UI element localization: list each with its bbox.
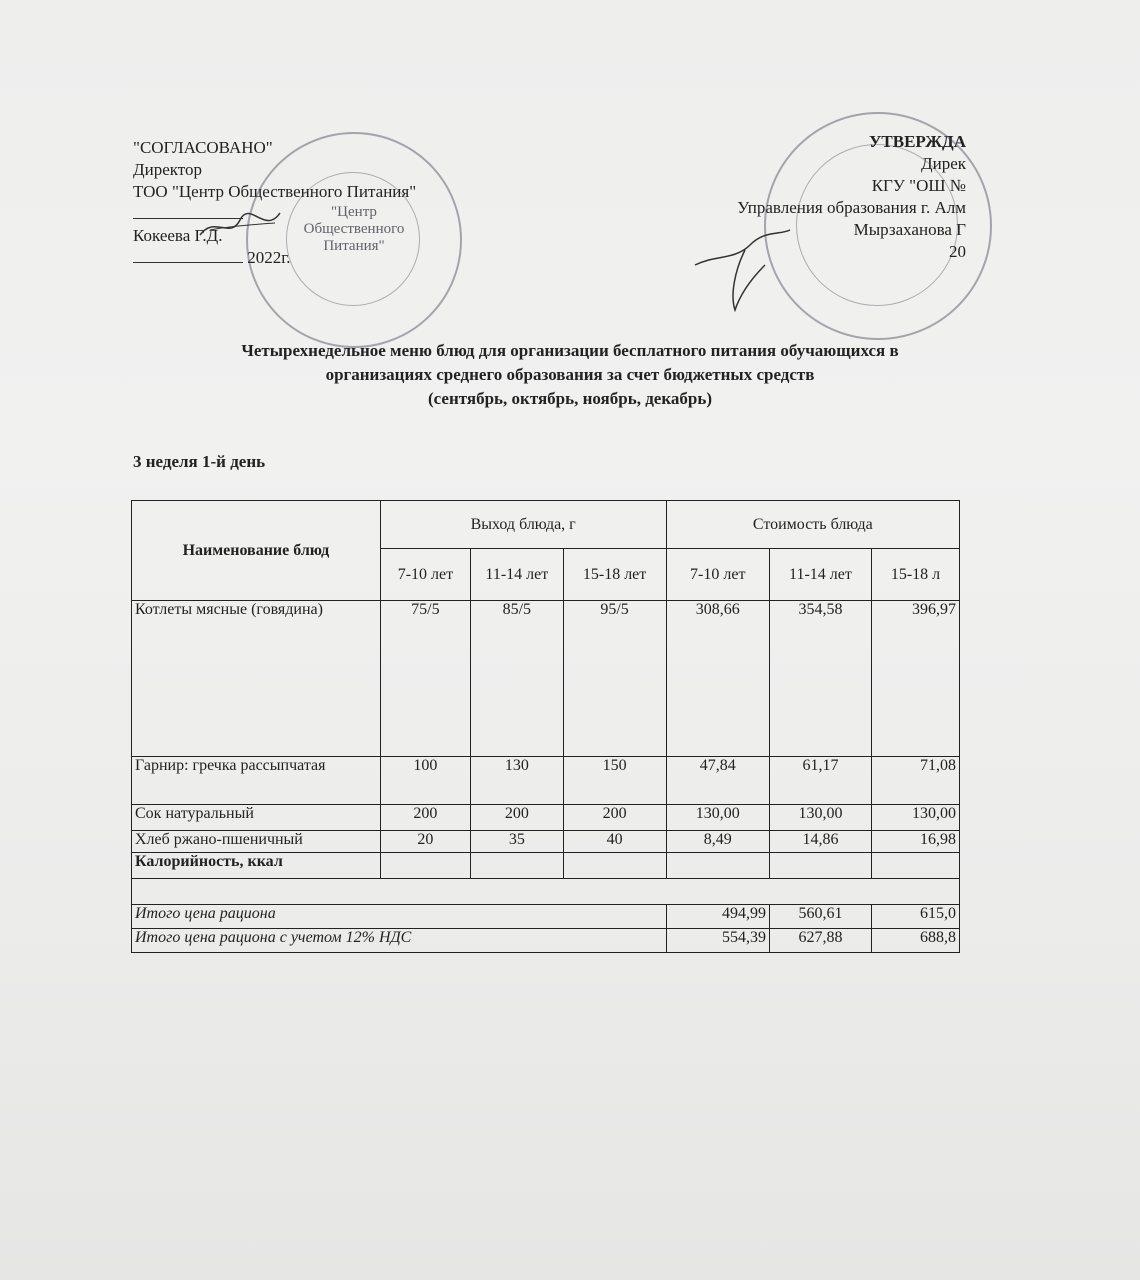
yield-cell: 130 — [471, 757, 564, 805]
signature-left — [195, 205, 285, 245]
yield-cell: 85/5 — [471, 601, 564, 757]
approval-label: "СОГЛАСОВАНО" — [133, 138, 273, 157]
yield-cell: 95/5 — [563, 601, 666, 757]
calories-cell — [563, 853, 666, 879]
calories-cell — [871, 853, 959, 879]
calories-cell — [666, 853, 769, 879]
cost-cell: 354,58 — [769, 601, 871, 757]
cost-cell: 71,08 — [871, 757, 959, 805]
title-line-2: организациях среднего образования за счет бюджетных средств — [325, 365, 815, 384]
calories-label: Калорийность, ккал — [132, 853, 381, 879]
approval-name-right: Мырзаханова Г — [853, 220, 966, 239]
cost-cell: 396,97 — [871, 601, 959, 757]
header-yield: Выход блюда, г — [380, 501, 666, 549]
cost-cell: 308,66 — [666, 601, 769, 757]
dish-name: Гарнир: гречка рассыпчатая — [132, 757, 381, 805]
dish-name: Котлеты мясные (говядина) — [132, 601, 381, 757]
spacer-cell — [132, 879, 960, 905]
calories-cell — [769, 853, 871, 879]
yield-cell: 200 — [563, 805, 666, 831]
total-cell: 494,99 — [666, 905, 769, 929]
dish-name: Сок натуральный — [132, 805, 381, 831]
age-header: 7-10 лет — [666, 549, 769, 601]
header-cost: Стоимость блюда — [666, 501, 959, 549]
approval-dept-right: Управления образования г. Алм — [737, 198, 966, 217]
calories-cell — [380, 853, 470, 879]
total-cell: 560,61 — [769, 905, 871, 929]
approval-position: Директор — [133, 160, 202, 179]
calories-row — [132, 853, 960, 879]
cost-cell: 130,00 — [769, 805, 871, 831]
week-day-label: 3 неделя 1-й день — [133, 452, 266, 471]
calories-cell — [471, 853, 564, 879]
table-row — [132, 757, 960, 805]
document-title — [0, 339, 1140, 411]
menu-table — [131, 500, 960, 953]
yield-cell: 100 — [380, 757, 470, 805]
approval-year: 2022г. — [247, 248, 291, 267]
dish-name: Хлеб ржано-пшеничный — [132, 831, 381, 853]
age-header: 15-18 л — [871, 549, 959, 601]
total-vat-cell: 627,88 — [769, 929, 871, 953]
age-header: 11-14 лет — [471, 549, 564, 601]
signature-right — [690, 225, 800, 315]
total-vat-cell: 554,39 — [666, 929, 769, 953]
age-header: 7-10 лет — [380, 549, 470, 601]
total-vat-row — [132, 929, 960, 953]
yield-cell: 75/5 — [380, 601, 470, 757]
age-header: 11-14 лет — [769, 549, 871, 601]
approval-year-right: 20 — [949, 242, 966, 261]
table-row — [132, 601, 960, 757]
spacer-row — [132, 879, 960, 905]
header-dish-name: Наименование блюд — [132, 501, 381, 601]
table-row — [132, 805, 960, 831]
yield-cell: 20 — [380, 831, 470, 853]
total-cell: 615,0 — [871, 905, 959, 929]
approval-name: Кокеева Г.Д. — [133, 226, 223, 245]
title-line-1: Четырехнедельное меню блюд для организации бесплатного питания обучающихся в — [241, 341, 899, 360]
yield-cell: 200 — [471, 805, 564, 831]
total-row — [132, 905, 960, 929]
approval-position-right: Дирек — [921, 154, 966, 173]
cost-cell: 8,49 — [666, 831, 769, 853]
yield-cell: 40 — [563, 831, 666, 853]
cost-cell: 14,86 — [769, 831, 871, 853]
yield-cell: 200 — [380, 805, 470, 831]
stamp-center-text: "Центр Общественного Питания" — [303, 204, 405, 254]
approval-org-right: КГУ "ОШ № — [871, 176, 966, 195]
total-label: Итого цена рациона — [132, 905, 667, 929]
approval-label-right: УТВЕРЖДА — [868, 132, 966, 151]
total-vat-label: Итого цена рациона с учетом 12% НДС — [132, 929, 667, 953]
cost-cell: 130,00 — [666, 805, 769, 831]
total-vat-cell: 688,8 — [871, 929, 959, 953]
title-line-3: (сентябрь, октябрь, ноябрь, декабрь) — [428, 389, 712, 408]
cost-cell: 47,84 — [666, 757, 769, 805]
cost-cell: 61,17 — [769, 757, 871, 805]
table-row — [132, 831, 960, 853]
cost-cell: 16,98 — [871, 831, 959, 853]
yield-cell: 150 — [563, 757, 666, 805]
age-header: 15-18 лет — [563, 549, 666, 601]
approval-org: ТОО "Центр Общественного Питания" — [133, 182, 417, 201]
yield-cell: 35 — [471, 831, 564, 853]
cost-cell: 130,00 — [871, 805, 959, 831]
